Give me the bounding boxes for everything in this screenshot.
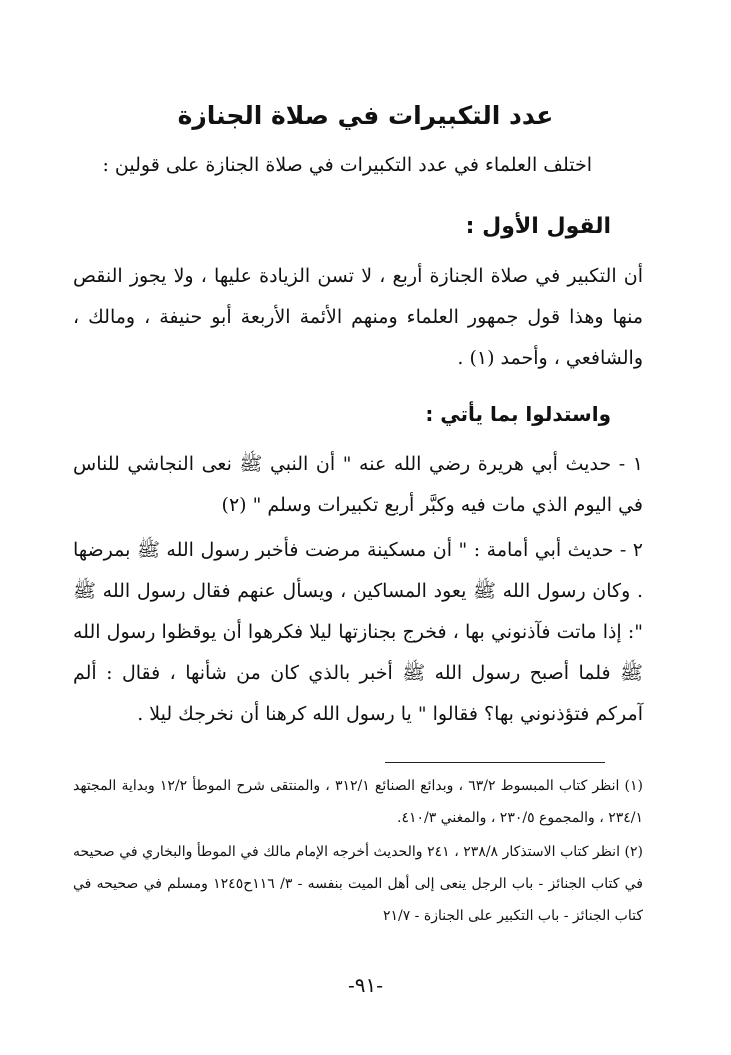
evidence-item-2	[73, 530, 643, 735]
evidence-item-number: ٢ -	[619, 539, 643, 561]
intro-text: اختلف العلماء في عدد التكبيرات في صلاة الجنازة على قولين :	[102, 154, 592, 176]
page-number: -٩١-	[347, 973, 383, 997]
evidence-item-text: حديث أبي أمامة : " أن مسكينة مرضت فأخبر رسول الله ﷺ بمرضها . وكان رسول الله ﷺ يعود المساكين ، ويسأل عنهم فقال رسول الله ﷺ ": إذا ماتت فآذنوني بها ، فخرج بجنازتها ليلا فكرهوا أن يوقظوا رسول الله ﷺ فلما أصبح رسول الله ﷺ أخبر بالذي كان من شأنها ، فقال : ألم آمركم فتؤذنوني بها؟ فقالوا " يا رسول الله كرهنا أن نخرجك ليلا .	[73, 539, 643, 725]
evidence-item-text: حديث أبي هريرة رضي الله عنه " أن النبي ﷺ نعى النجاشي للناس في اليوم الذي مات فيه وكبَّر أربع تكبيرات وسلم " (٢)	[73, 453, 643, 516]
footnote-divider	[385, 762, 605, 763]
evidence-item-number: ١ -	[618, 453, 643, 475]
evidence-item-1	[73, 444, 643, 526]
first-opinion-heading: القول الأول :	[465, 214, 611, 239]
footnote-1: (١) انظر كتاب المبسوط ٦٣/٢ ، وبدائع الصنائع ٣١٢/١ ، والمنتقى شرح الموطأ ١٢/٢ وبداية المجتهد ٢٣٤/١ ، والمجموع ٢٣٠/٥ ، والمغني ٤١٠/٣.	[73, 778, 643, 826]
footnote-2: (٢) انظر كتاب الاستذكار ٢٣٨/٨ ، ٢٤١ والحديث أخرجه الإمام مالك في الموطأ والبخاري في صحيحه في كتاب الجنائز - باب الرجل ينعى إلى أهل الميت بنفسه - ٣/ ١١٦ح١٢٤٥ ومسلم في صحيحه في كتاب الجنائز - باب التكبير على الجنازة - ٢١/٧	[73, 844, 643, 924]
first-opinion-text: أن التكبير في صلاة الجنازة أربع ، لا تسن الزيادة عليها ، ولا يجوز النقص منها وهذا قول جمهور العلماء ومنهم الأئمة الأربعة أبو حنيفة ، ومالك ، والشافعي ، وأحمد (١) .	[73, 265, 643, 369]
evidence-heading: واستدلوا بما يأتي :	[425, 402, 611, 426]
page-title: عدد التكبيرات في صلاة الجنازة	[177, 101, 554, 130]
